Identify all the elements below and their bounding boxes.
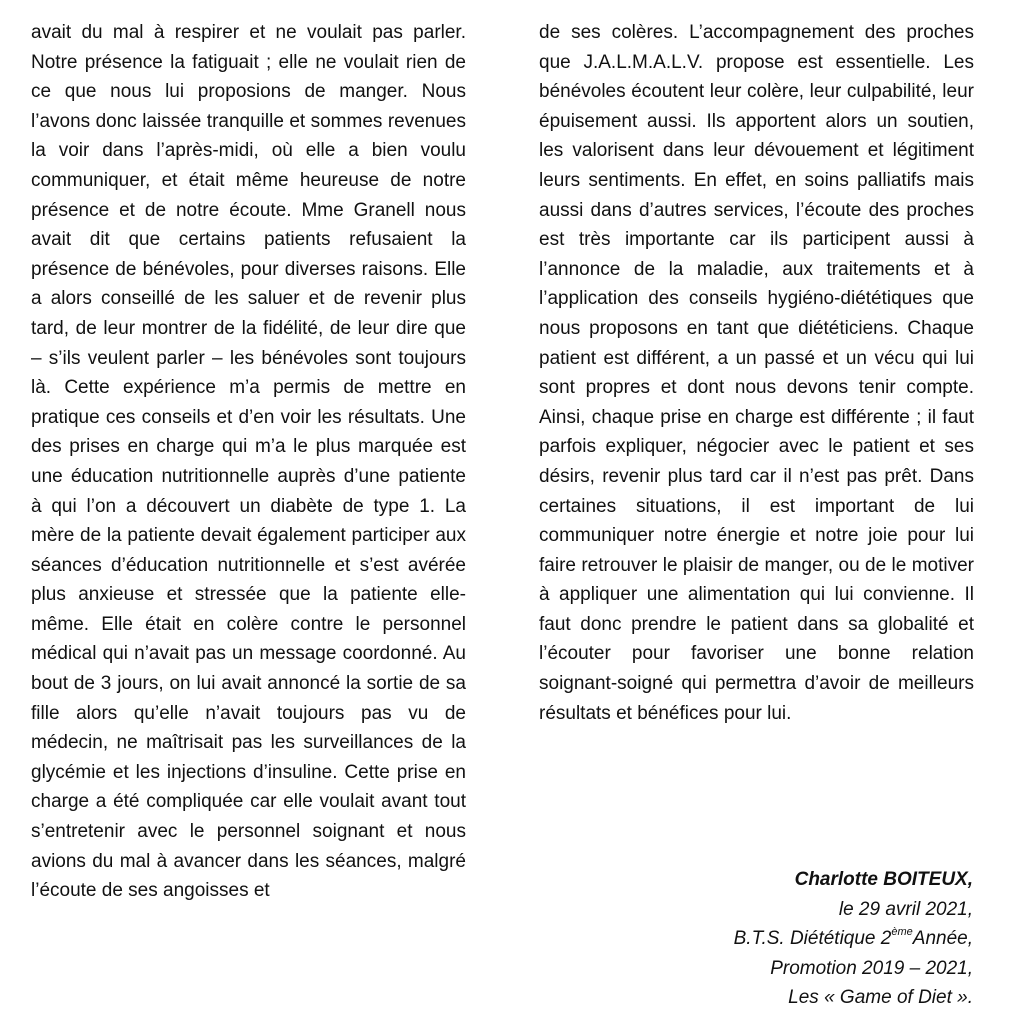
signature-date: le 29 avril 2021,	[838, 898, 973, 920]
signature-program	[734, 924, 973, 954]
program-suffix: Année,	[912, 928, 973, 950]
signature-promotion: Promotion 2019 – 2021,	[770, 957, 973, 979]
author-name: Charlotte BOITEUX,	[794, 869, 973, 890]
left-column-text: avait du mal à respirer et ne voulait pas parler. Notre présence la fatiguait ; elle ne voulait rien de ce que nous lui proposions de manger. Nous l’avons donc laissée tranquille et sommes revenues la voir dans l’après-midi, où elle a bien voulu communiquer, et était même heureuse de notre présence et de notre écoute. Mme Granell nous avait dit que certains patients refusaient la présence de bénévoles, pour diverses raisons. Elle a alors conseillé de les saluer et de revenir plus tard, de leur montrer de la fidélité, de leur dire que – s’ils veulent parler – les bénévoles sont toujours là. Cette expérience m’a permis de mettre en pratique ces conseils et d’en voir les résultats. Une des prises en charge qui m’a le plus marquée est une éducation nutritionnelle auprès d’une patiente à qui l’on a découvert un diabète de type 1. La mère de la patiente devait également participer aux séances d’éducation nutritionnelle et s’est avérée plus anxieuse et stressée que la patiente elle-même. Elle était en colère contre le personnel médical qui n’avait pas un message coordonné. Au bout de 3 jours, on lui avait annoncé la sortie de sa fille alors qu’elle n’avait toujours pas vu de médecin, ne maîtrisait pas les surveillances de la glycémie et les injections d’insuline. Cette prise en charge a été compliquée car elle voulait avant tout s’entretenir avec le personnel soignant et nous avions du mal à avancer dans les séances, malgré l’écoute de ses angoisses et	[31, 22, 466, 902]
left-column	[31, 18, 466, 906]
program-superscript: ème	[891, 925, 913, 938]
signature-group: Les « Game of Diet ».	[788, 987, 973, 1009]
program-prefix: B.T.S. Diététique 2	[733, 928, 892, 950]
right-column-text: de ses colères. L’accompagnement des proches que J.A.L.M.A.L.V. propose est essentielle. Les bénévoles écoutent leur colère, leur culpabilité, leur épuisement aussi. Ils apportent alors un soutien, les valorisent dans leur dévouement et légitiment leurs sentiments. En effet, en soins palliatifs mais aussi dans d’autres services, l’écoute des proches est très importante car ils participent aussi à l’annonce de la maladie, aux traitements et à l’application des conseils hygiéno-diététiques que nous proposons en tant que diététiciens. Chaque patient est différent, a un passé et un vécu qui lui sont propres et dont nous devons tenir compte. Ainsi, chaque prise en charge est différente ; il faut parfois expliquer, négocier avec le patient et ses désirs, revenir plus tard car il n’est pas prêt. Dans certaines situations, il est important de lui communiquer notre énergie et notre joie pour lui faire retrouver le plaisir de manger, ou de le motiver à appliquer une alimentation qui lui convienne. Il faut donc prendre le patient dans sa globalité et l’écouter pour favoriser une bonne relation soignant-soigné qui permettra d’avoir de meilleurs résultats et bénéfices pour lui.	[539, 22, 974, 724]
right-column	[539, 18, 974, 728]
signature-block	[734, 865, 973, 1013]
